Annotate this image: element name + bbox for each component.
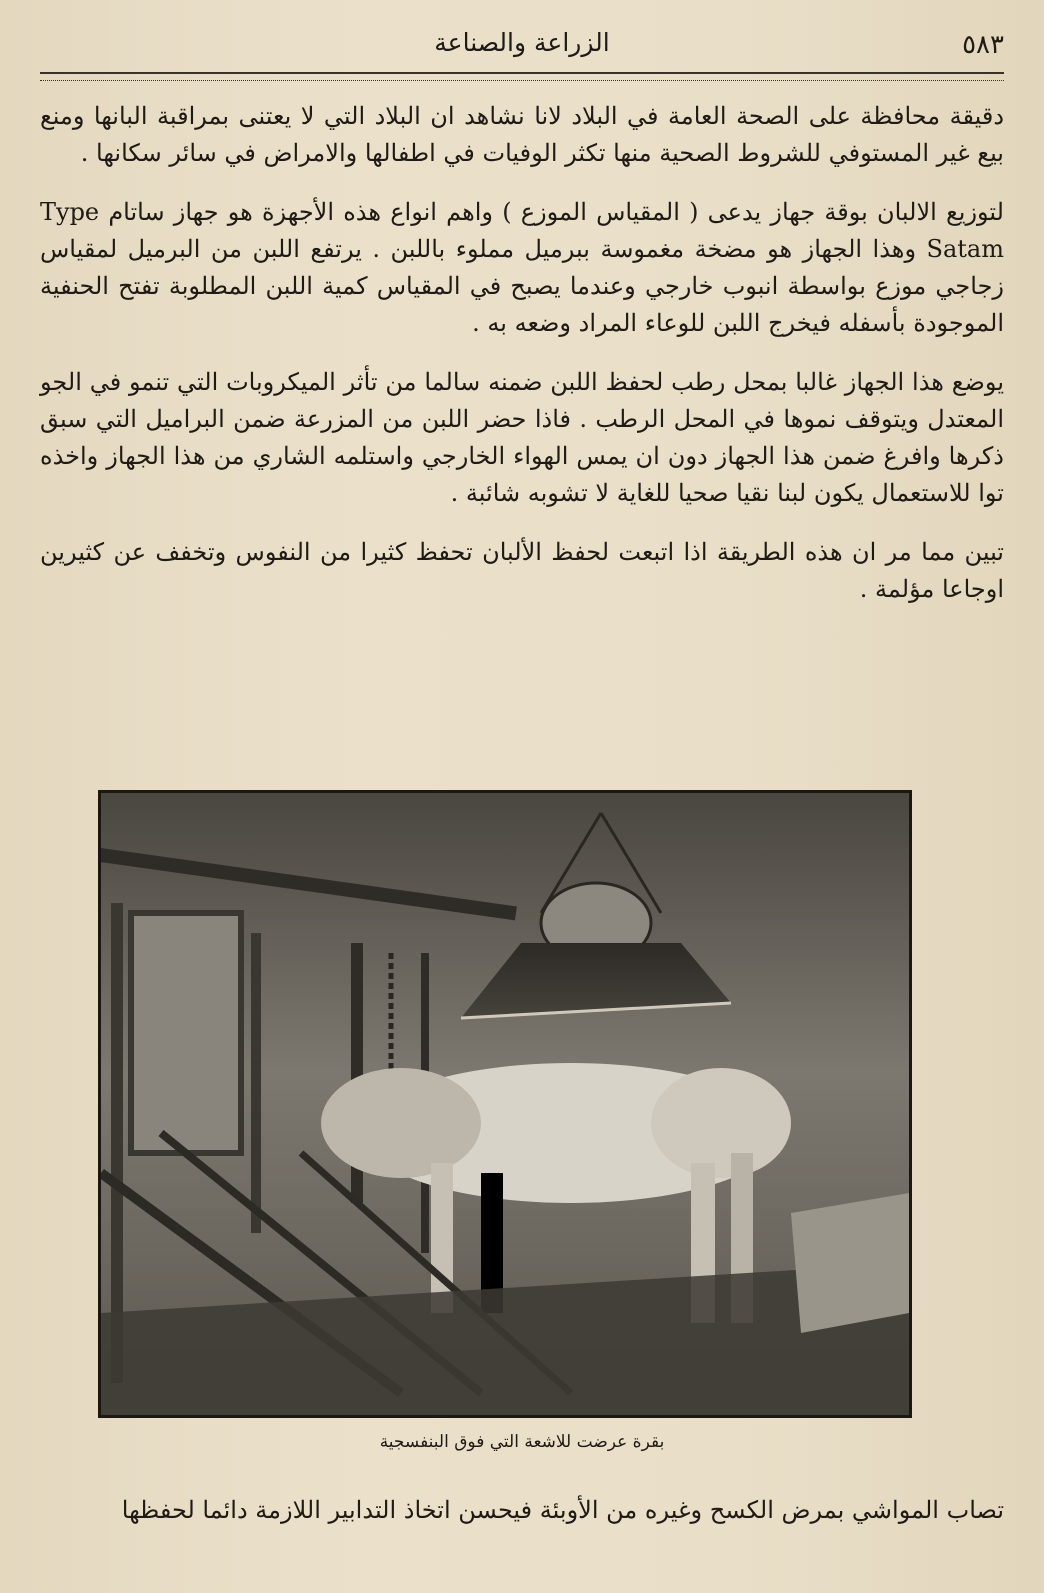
header-rule [40,72,1004,81]
paragraph-4: تبين مما مر ان هذه الطريقة اذا اتبعت لحفظ الألبان تحفظ كثيرا من النفوس وتخفف عن كثيرين اوجاعا مؤلمة . [40,538,1004,603]
page-number: ٥٨٣ [962,30,1004,60]
continuation-line: تصاب المواشي بمرض الكسح وغيره من الأوبئة فيحسن اتخاذ التدابير اللازمة دائما لحفظها [121,1496,1004,1524]
running-title: الزراعة والصناعة [434,28,610,57]
paragraph-1: دقيقة محافظة على الصحة العامة في البلاد لانا نشاهد ان البلاد التي لا يعتنى بمراقبة البانها ومنع بيع غير المستوفي للشروط الصحية منها تكثر الوفيات في اطفالها والامراض في سائر سكانها . [40,102,1004,167]
paragraph-3: يوضع هذا الجهاز غالبا بمحل رطب لحفظ اللبن ضمنه سالما من تأثر الميكروبات التي تنمو في الجو المعتدل ويتوقف نموها في المحل الرطب . فاذا حضر اللبن من المزرعة ضمن البراميل التي سبق ذكرها وافرغ ضمن هذا الجهاز دون ان يمس الهواء الخارجي واستلمه الشاري من هذا الجهاز واخذه توا للاستعمال يكون لبنا نقيا صحيا للغاية لا تشوبه شائبة . [40,368,1004,507]
paragraph-2: لتوزيع الالبان بوقة جهاز يدعى ( المقياس الموزع ) واهم انواع هذه الأجهزة هو جهاز ساتام Type Satam وهذا الجهاز هو مضخة مغموسة ببرميل مملوء باللبن . يرتفع اللبن من البرميل لمقياس زجاجي موزع بواسطة انبوب خارجي وعندما يصبح في المقياس كمية اللبن المطلوبة تفتح الحنفية الموجودة بأسفله فيخرج اللبن للوعاء المراد وضعه به . [40,198,1004,337]
cow-photograph [98,790,912,1418]
page-header [40,26,1004,66]
cow-photograph-illustration [101,793,909,1415]
body-text [40,98,1004,630]
figure-caption: بقرة عرضت للاشعة التي فوق البنفسجية [379,1432,665,1452]
